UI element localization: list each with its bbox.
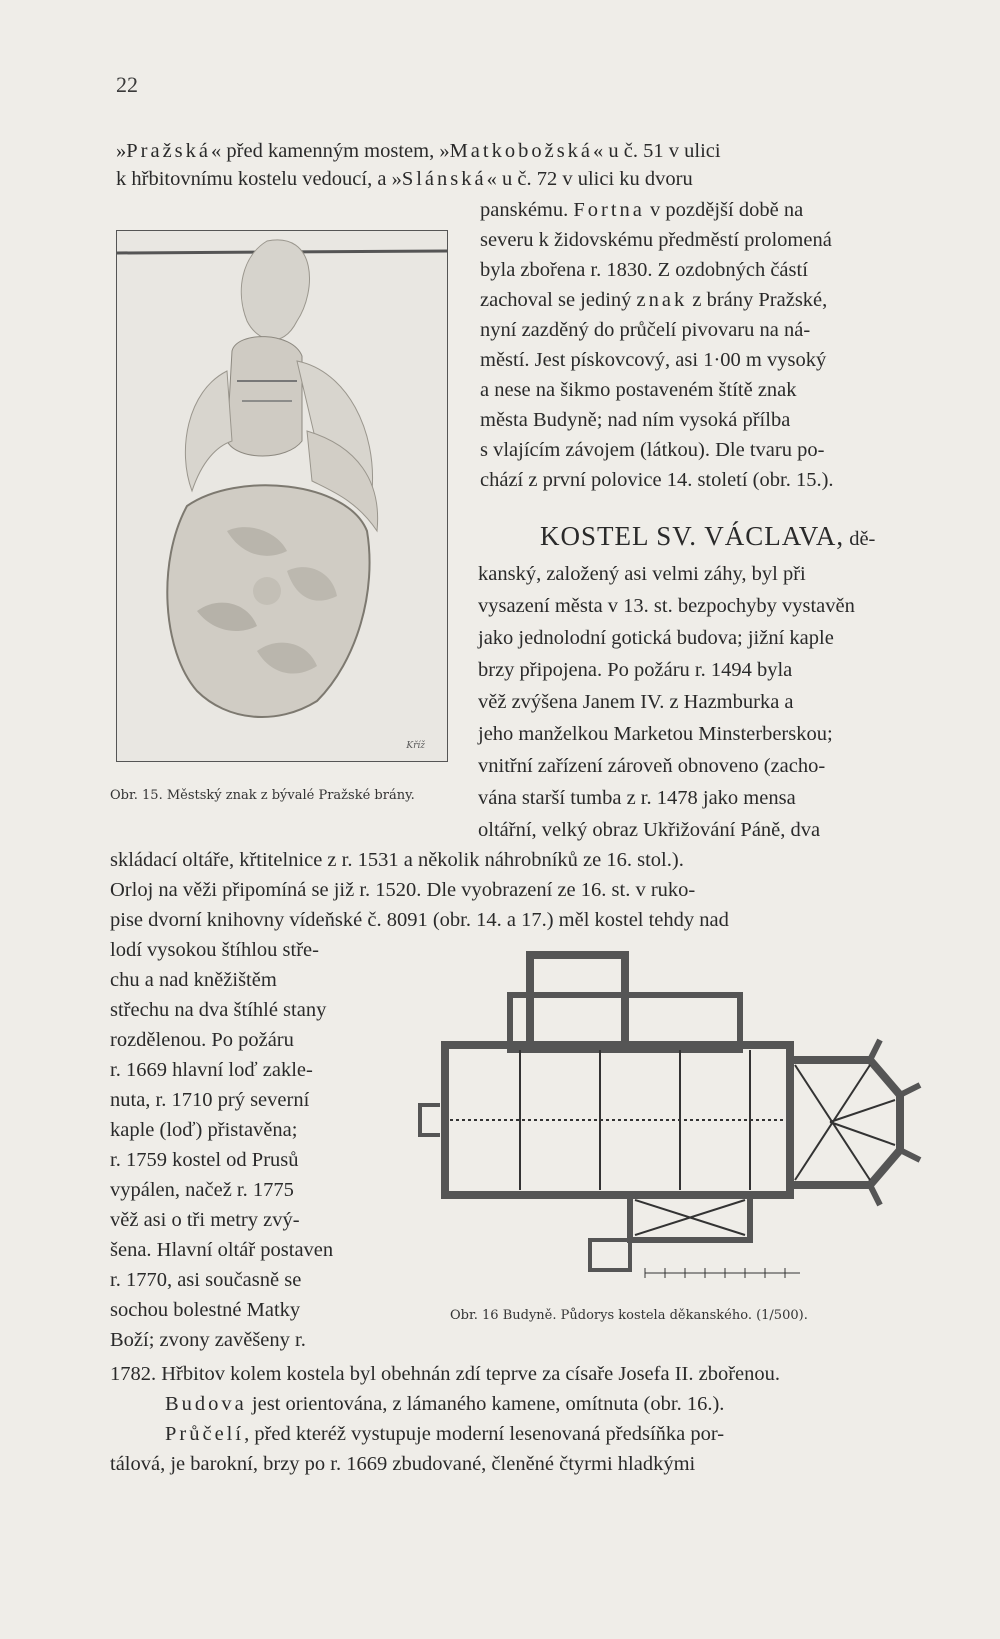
text-line: věž zvýšena Janem IV. z Hazmburka a (478, 691, 794, 713)
text-line: oltářní, velký obraz Ukřižování Páně, dva (478, 819, 821, 841)
text-line: vnitřní zařízení zároveň obnoveno (zacho- (478, 755, 826, 777)
text-line: »Pražská« před kamenným mostem, »Matkobožská« u č. 51 v ulici (116, 140, 721, 162)
text-line: panskému. Fortna v pozdější době na (480, 199, 804, 221)
text-line: byla zbořena r. 1830. Z ozdobných částí (480, 259, 808, 281)
text-line: věž asi o tři metry zvý- (110, 1209, 300, 1231)
text-line: k hřbitovnímu kostelu vedoucí, a »Slánská« u č. 72 v ulici ku dvoru (116, 168, 693, 190)
text-line: jeho manželkou Marketou Minsterberskou; (478, 723, 833, 745)
church-floor-plan (400, 950, 950, 1285)
text-line: střechu na dva štíhlé stany (110, 999, 327, 1021)
text-line: pise dvorní knihovny vídeňské č. 8091 (obr. 14. a 17.) měl kostel tehdy nad (110, 909, 729, 931)
text-line: Orloj na věži připomíná se již r. 1520. Dle vyobrazení ze 16. st. v ruko- (110, 879, 696, 901)
text-line: vysazení města v 13. st. bezpochyby vystavěn (478, 595, 855, 617)
page-number: 22 (116, 72, 138, 97)
text-line: městí. Jest pískovcový, asi 1·00 m vysoký (480, 349, 827, 371)
text-line: lodí vysokou štíhlou stře- (110, 939, 319, 961)
text-line: Budova jest orientována, z lámaného kamene, omítnuta (obr. 16.). (165, 1393, 725, 1415)
coat-of-arms-illustration (117, 231, 447, 761)
text-line: chu a nad kněžištěm (110, 969, 277, 991)
text-line: brzy připojena. Po požáru r. 1494 byla (478, 659, 793, 681)
text-line: nyní zazděný do průčelí pivovaru na ná- (480, 319, 811, 341)
text-line: šena. Hlavní oltář postaven (110, 1239, 334, 1261)
text-line: města Budyně; nad ním vysoká přílba (480, 409, 791, 431)
text-line: kaple (loď) přistavěna; (110, 1119, 298, 1141)
floor-plan-drawing (400, 950, 950, 1285)
text-line: nuta, r. 1710 prý severní (110, 1089, 310, 1111)
text-line: s vlajícím závojem (látkou). Dle tvaru po- (480, 439, 825, 461)
text-line: skládací oltáře, křtitelnice z r. 1531 a několik náhrobníků ze 16. stol.). (110, 849, 684, 871)
photo-signature: Kříž (406, 741, 425, 751)
text-line: vypálen, načež r. 1775 (110, 1179, 294, 1201)
text-line: tálová, je barokní, brzy po r. 1669 zbudované, členěné čtyrmi hladkými (110, 1453, 696, 1475)
text-line: sochou bolestné Matky (110, 1299, 301, 1321)
text-line: vána starší tumba z r. 1478 jako mensa (478, 787, 796, 809)
text-line: r. 1759 kostel od Prusů (110, 1149, 299, 1171)
text-line: kanský, založený asi velmi záhy, byl při (478, 563, 806, 585)
text-line: severu k židovskému předměstí prolomená (480, 229, 832, 251)
text-line: a nese na šikmo postaveném štítě znak (480, 379, 797, 401)
text-line: 1782. Hřbitov kolem kostela byl obehnán zdí teprve za císaře Josefa II. zbořenou. (110, 1363, 781, 1385)
text-line: rozdělenou. Po požáru (110, 1029, 294, 1051)
heading-title: KOSTEL SV. VÁCLAVA, (540, 521, 845, 551)
text-line: zachoval se jediný znak z brány Pražské, (480, 289, 828, 311)
text-line: chází z první polovice 14. století (obr. 15.). (480, 469, 834, 491)
heading-rest: dě- (849, 528, 876, 550)
section-heading (540, 522, 875, 553)
text-line: Boží; zvony zavěšeny r. (110, 1329, 306, 1351)
figure-15-caption: Obr. 15. Městský znak z bývalé Pražské brány. (110, 788, 415, 803)
text-line: jako jednolodní gotická budova; jižní kaple (478, 627, 834, 649)
text-line: r. 1770, asi současně se (110, 1269, 302, 1291)
text-line: Průčelí, před kteréž vystupuje moderní lesenovaná předsíňka por- (165, 1423, 725, 1445)
figure-16-caption: Obr. 16 Budyně. Půdorys kostela děkanského. (1/500). (450, 1308, 808, 1323)
text-line: r. 1669 hlavní loď zakle- (110, 1059, 313, 1081)
coat-of-arms-photo (116, 230, 448, 762)
